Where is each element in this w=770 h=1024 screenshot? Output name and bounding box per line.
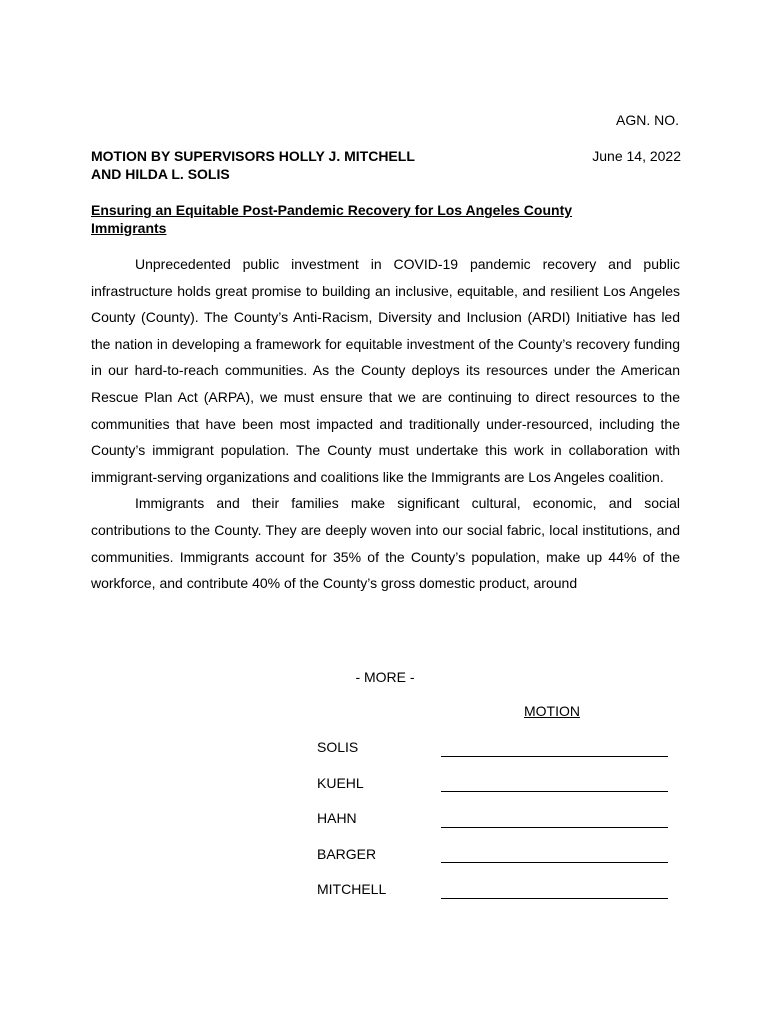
signature-line [441,844,668,863]
motion-by-line-2: AND HILDA L. SOLIS [91,166,230,182]
motion-title-line-1: Ensuring an Equitable Post-Pandemic Recovery for Los Angeles County [91,202,573,218]
vote-row-kuehl [317,774,677,810]
motion-header [91,147,681,183]
body-paragraph-2: Immigrants and their families make significant cultural, economic, and social contributions to the County. They are deeply woven into our social fabric, local institutions, and communities. Immigrants account for 35% of the County’s population, make up 44% of the workforce, and contribute 40% of the County’s gross domestic product, around [91,495,680,592]
vote-row-hahn [317,809,677,845]
body-paragraph-1: Unprecedented public investment in COVID-19 pandemic recovery and public infrastructure holds great promise to building an inclusive, equitable, and resilient Los Angeles County (County). The County’s Anti-Racism, Diversity and Inclusion (ARDI) Initiative has led the nation in developing a framework for equitable investment of the County’s recovery funding in our hard-to-reach communities. As the County deploys its resources under the American Rescue Plan Act (ARPA), we must ensure that we are continuing to direct resources to the communities that have been most impacted and traditionally under-resourced, including the County’s immigrant population. The County must undertake this work in collaboration with immigrant-serving organizations and coalitions like the Immigrants are Los Angeles coalition. [91,256,680,485]
signature-line [441,738,668,757]
agenda-number-label: AGN. NO. [615,112,679,128]
motion-title [91,201,681,237]
signature-line [441,773,668,792]
motion-body [91,251,680,597]
more-indicator: - MORE - [355,669,415,685]
vote-row-solis [317,738,677,774]
vote-row-mitchell [317,880,677,916]
motion-by-supervisors [91,147,471,183]
motion-by-line-1: MOTION BY SUPERVISORS HOLLY J. MITCHELL [91,148,415,164]
supervisor-name: MITCHELL [317,881,387,898]
vote-block [317,738,677,916]
signature-line [441,880,668,899]
supervisor-name: BARGER [317,845,377,862]
motion-vote-label: MOTION [524,703,580,719]
motion-date: June 14, 2022 [592,148,681,164]
supervisor-name: KUEHL [317,774,364,791]
signature-line [441,809,668,828]
supervisor-name: SOLIS [317,739,359,755]
supervisor-name: HAHN [317,810,357,827]
vote-row-barger [317,845,677,881]
motion-title-line-2: Immigrants [91,220,167,236]
